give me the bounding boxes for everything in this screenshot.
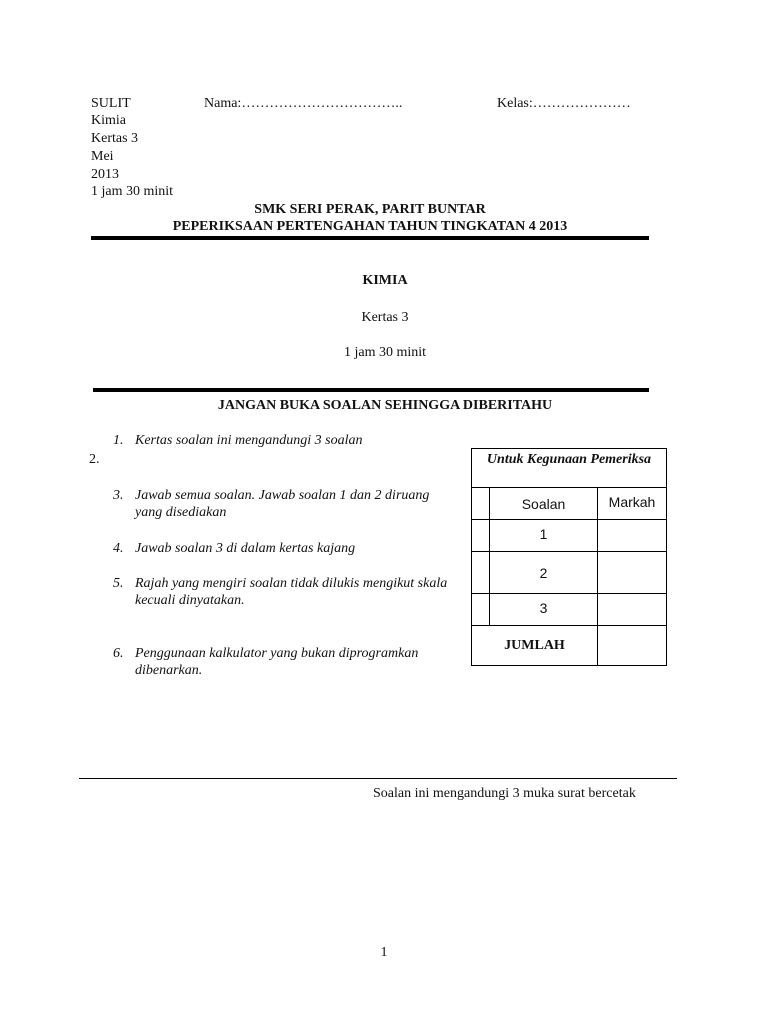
year-label: 2013 — [91, 167, 119, 182]
kelas-field: Kelas:………………… — [497, 96, 631, 111]
instruction-number: 5. — [113, 576, 124, 591]
col-header-soalan: Soalan — [490, 488, 598, 520]
instruction-item-1 — [113, 432, 458, 449]
table-row — [472, 552, 667, 594]
nama-field: Nama:…………………………….. — [204, 96, 403, 111]
soalan-cell: 1 — [490, 520, 598, 552]
table-spacer-cell — [472, 594, 490, 626]
instruction-item-5 — [113, 575, 458, 609]
warning-text: JANGAN BUKA SOALAN SEHINGGA DIBERITAHU — [217, 398, 553, 413]
sulit-label: SULIT — [91, 96, 131, 111]
total-label: JUMLAH — [472, 626, 598, 666]
table-spacer-cell — [472, 488, 490, 520]
table-spacer-cell — [472, 520, 490, 552]
subject-label: Kimia — [91, 113, 126, 128]
instruction-text: Rajah yang mengiri soalan tidak dilukis mengikut skala kecuali dinyatakan. — [135, 576, 448, 608]
instruction-text: Kertas soalan ini mengandungi 3 soalan — [135, 433, 363, 448]
month-label: Mei — [91, 149, 114, 164]
markah-cell[interactable] — [598, 594, 667, 626]
instruction-item-3 — [113, 487, 458, 521]
table-spacer-cell — [472, 552, 490, 594]
examiner-table-title: Untuk Kegunaan Pemeriksa — [472, 449, 667, 488]
instruction-number: 3. — [113, 488, 124, 503]
duration-label: 1 jam 30 minit — [91, 184, 174, 199]
instruction-item-6 — [113, 645, 458, 679]
footer-rule — [79, 778, 677, 779]
exam-title: PEPERIKSAAN PERTENGAHAN TAHUN TINGKATAN 4 2013 — [172, 219, 568, 234]
instruction-number: 6. — [113, 646, 124, 661]
instruction-text: Jawab soalan 3 di dalam kertas kajang — [135, 541, 356, 556]
page-number: 1 — [380, 945, 388, 960]
instruction-text: Penggunaan kalkulator yang bukan diprogramkan dibenarkan. — [135, 646, 419, 678]
total-cell[interactable] — [598, 626, 667, 666]
instruction-number: 1. — [113, 433, 124, 448]
subject-title: KIMIA — [362, 273, 408, 288]
markah-cell[interactable] — [598, 552, 667, 594]
paper-title: Kertas 3 — [361, 310, 409, 325]
instruction-number: 4. — [113, 541, 124, 556]
soalan-cell: 2 — [490, 552, 598, 594]
thick-rule-top — [91, 236, 649, 240]
school-name: SMK SERI PERAK, PARIT BUNTAR — [254, 202, 486, 217]
col-header-markah: Markah — [598, 488, 667, 520]
instruction-number-2: 2. — [89, 452, 100, 467]
table-row — [472, 520, 667, 552]
soalan-cell: 3 — [490, 594, 598, 626]
table-row — [472, 594, 667, 626]
examiner-table — [471, 448, 667, 666]
markah-cell[interactable] — [598, 520, 667, 552]
footer-note: Soalan ini mengandungi 3 muka surat bercetak — [373, 786, 636, 801]
duration-title: 1 jam 30 minit — [343, 345, 427, 360]
paper-label: Kertas 3 — [91, 131, 139, 146]
thick-rule-middle — [93, 388, 649, 392]
instruction-item-4 — [113, 540, 458, 557]
instruction-text: Jawab semua soalan. Jawab soalan 1 dan 2 diruang yang disediakan — [135, 488, 430, 520]
